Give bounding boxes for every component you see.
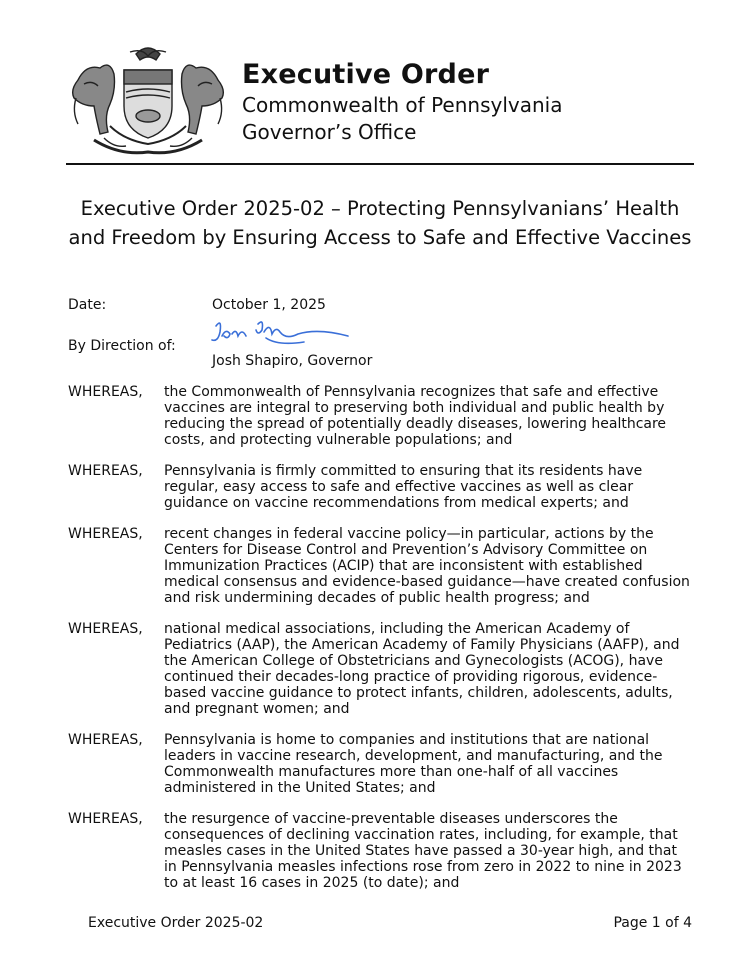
clause-keyword: WHEREAS,	[68, 384, 143, 400]
clause-keyword: WHEREAS,	[68, 811, 143, 827]
header-block	[242, 58, 562, 146]
footer-page-number: Page 1 of 4	[613, 915, 692, 931]
whereas-clause	[68, 811, 698, 891]
clause-text: recent changes in federal vaccine policy—in particular, actions by the Centers for Disease Control and Prevention’s Advisory Committee on Immunization Practices (ACIP) that are inconsistent with established medical consensus and evidence-based guidance—have created confusion and risk undermining decades of public health progress; and	[164, 526, 690, 606]
governor-signature	[208, 314, 358, 354]
whereas-clause	[68, 463, 698, 511]
whereas-clause	[68, 621, 698, 717]
direction-label: By Direction of:	[68, 338, 176, 354]
clause-text: the Commonwealth of Pennsylvania recognizes that safe and effective vaccines are integral to preserving both individual and public health by reducing the spread of potentially deadly diseases, lowering healthcare costs, and protecting vulnerable populations; and	[164, 384, 667, 448]
pennsylvania-coat-of-arms-seal	[64, 40, 232, 158]
date-value: October 1, 2025	[212, 297, 326, 313]
clause-text: Pennsylvania is firmly committed to ensuring that its residents have regular, easy access to safe and effective vaccines as well as clear guidance on vaccine recommendations from medical experts; and	[164, 463, 643, 511]
header-subtitle-commonwealth: Commonwealth of Pennsylvania	[242, 93, 563, 117]
header-subtitle-office: Governor’s Office	[242, 120, 417, 144]
clause-keyword: WHEREAS,	[68, 732, 143, 748]
clause-text: Pennsylvania is home to companies and institutions that are national leaders in vaccine research, development, and manufacturing, and the Commonwealth manufactures more than one-half of all vaccines administered in the United States; and	[164, 732, 663, 796]
signer-name: Josh Shapiro, Governor	[212, 353, 373, 369]
whereas-clause	[68, 384, 698, 448]
footer-order-number: Executive Order 2025-02	[88, 915, 264, 931]
header-divider	[66, 163, 694, 165]
header-title: Executive Order	[242, 59, 490, 90]
date-label: Date:	[68, 297, 107, 313]
whereas-clause	[68, 526, 698, 606]
clause-keyword: WHEREAS,	[68, 526, 143, 542]
clause-text: the resurgence of vaccine-preventable diseases underscores the consequences of declining vaccination rates, including, for example, that measles cases in the United States have passed a 30-year high, and that in Pennsylvania measles infections rose from zero in 2022 to nine in 2023 to at least 16 cases in 2025 (to date); and	[164, 811, 682, 891]
clause-keyword: WHEREAS,	[68, 463, 143, 479]
order-title: Executive Order 2025-02 – Protecting Pennsylvanians’ Health and Freedom by Ensuring Access to Safe and Effective Vaccines	[68, 197, 692, 249]
clause-keyword: WHEREAS,	[68, 621, 143, 637]
whereas-clause	[68, 732, 698, 796]
whereas-clauses	[68, 384, 698, 906]
clause-text: national medical associations, including the American Academy of Pediatrics (AAP), the American Academy of Family Physicians (AAFP), and the American College of Obstetricians and Gynecologists (ACOG), have continued their decades-long practice of providing rigorous, evidence-based vaccine guidance to protect infants, children, adolescents, adults, and pregnant women; and	[164, 621, 680, 717]
